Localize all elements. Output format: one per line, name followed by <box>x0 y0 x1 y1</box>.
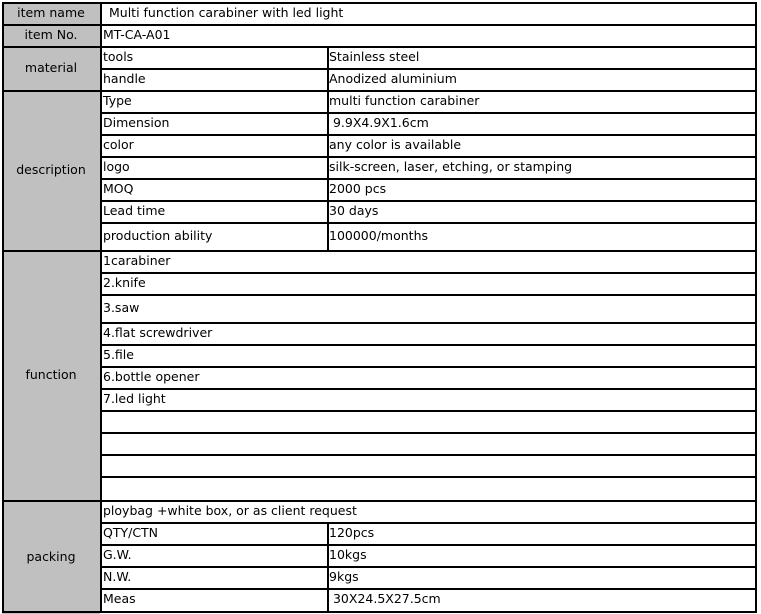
grid-line <box>101 134 757 136</box>
description-key-production-ability <box>102 222 327 250</box>
grid-line <box>2 250 757 252</box>
description-key-text: Type <box>103 92 132 108</box>
function-label: function <box>25 366 77 382</box>
item-name-text: Multi function carabiner with led light <box>109 4 344 20</box>
description-value-color <box>328 134 753 156</box>
packing-key-text: N.W. <box>103 568 132 584</box>
grid-line <box>101 544 757 546</box>
grid-line <box>101 522 757 524</box>
grid-line <box>2 2 757 4</box>
function-item-1 <box>102 250 752 272</box>
material-label: material <box>24 59 78 75</box>
grid-line <box>101 388 757 390</box>
function-item-5 <box>102 344 752 366</box>
packing-value-text: 120pcs <box>329 524 375 540</box>
grid-line <box>101 156 757 158</box>
description-key-text: color <box>103 136 134 152</box>
packing-value-text: 30X24.5X27.5cm <box>329 590 441 606</box>
grid-line <box>101 366 757 368</box>
grid-line <box>101 344 757 346</box>
description-key-text: MOQ <box>103 180 134 196</box>
grid-line <box>101 476 757 478</box>
packing-key-text: Meas <box>103 590 136 606</box>
function-item-text: 7.led light <box>103 390 166 406</box>
function-item-text: 2.knife <box>103 274 146 290</box>
grid-line <box>755 2 757 613</box>
description-value-production-ability <box>328 222 753 250</box>
item-name-label: item name <box>17 4 85 20</box>
packing-value-gw <box>328 544 753 566</box>
function-item-10 <box>102 454 752 476</box>
function-item-text: 1carabiner <box>103 252 171 268</box>
packing-value-nw <box>328 566 753 588</box>
material-key-text: handle <box>103 70 146 86</box>
grid-line <box>327 522 329 613</box>
description-key-logo <box>102 156 327 178</box>
grid-line <box>101 294 757 296</box>
function-item-9 <box>102 432 752 454</box>
grid-line <box>101 112 757 114</box>
description-key-type <box>102 90 327 112</box>
packing-note-text: ploybag +white box, or as client request <box>103 502 357 518</box>
function-item-3 <box>102 294 752 322</box>
grid-line <box>101 178 757 180</box>
packing-key-nw <box>102 566 327 588</box>
grid-line <box>101 68 757 70</box>
grid-line <box>101 410 757 412</box>
description-value-text: 100000/months <box>329 227 429 243</box>
function-item-8 <box>102 410 752 432</box>
grid-line <box>2 46 757 48</box>
grid-line <box>101 432 757 434</box>
grid-line <box>327 46 329 90</box>
function-item-text: 3.saw <box>103 299 140 315</box>
item-no-text: MT-CA-A01 <box>103 26 171 42</box>
function-item-6 <box>102 366 752 388</box>
grid-line <box>101 200 757 202</box>
function-item-4 <box>102 322 752 344</box>
material-key-tools <box>102 46 327 68</box>
description-value-text: any color is available <box>329 136 462 152</box>
description-header <box>2 90 100 250</box>
packing-key-text: QTY/CTN <box>103 524 159 540</box>
description-value-logo <box>328 156 753 178</box>
packing-value-meas <box>328 588 753 610</box>
packing-key-gw <box>102 544 327 566</box>
item-name-value <box>105 2 755 24</box>
grid-line <box>2 2 4 613</box>
function-item-text: 6.bottle opener <box>103 368 200 384</box>
material-key-handle <box>102 68 327 90</box>
description-value-dimension <box>328 112 753 134</box>
function-item-7 <box>102 388 752 410</box>
description-key-text: Dimension <box>103 114 170 130</box>
function-item-2 <box>102 272 752 294</box>
material-value-handle <box>328 68 753 90</box>
function-item-text: 4.flat screwdriver <box>103 324 213 340</box>
description-value-lead-time <box>328 200 753 222</box>
grid-line <box>2 90 757 92</box>
material-key-text: tools <box>103 48 134 64</box>
description-value-text: multi function carabiner <box>329 92 480 108</box>
packing-value-qty <box>328 522 753 544</box>
grid-line <box>2 611 757 613</box>
description-value-moq <box>328 178 753 200</box>
function-item-text: 5.file <box>103 346 134 362</box>
description-key-dimension <box>102 112 327 134</box>
item-no-value <box>102 24 752 46</box>
item-name-header <box>2 2 100 24</box>
grid-line <box>101 272 757 274</box>
grid-line <box>327 90 329 250</box>
description-value-text: 30 days <box>329 202 379 218</box>
packing-key-text: G.W. <box>103 546 132 562</box>
description-value-text: 9.9X4.9X1.6cm <box>329 114 429 130</box>
description-value-type <box>328 90 753 112</box>
material-header <box>2 46 100 90</box>
product-spec-sheet <box>2 2 757 614</box>
description-key-text: production ability <box>103 227 213 243</box>
packing-note <box>102 500 752 522</box>
description-label: description <box>16 161 86 177</box>
packing-label: packing <box>26 548 76 564</box>
description-key-text: Lead time <box>103 202 166 218</box>
description-value-text: 2000 pcs <box>329 180 387 196</box>
material-value-text: Stainless steel <box>329 48 420 64</box>
description-key-lead-time <box>102 200 327 222</box>
description-key-color <box>102 134 327 156</box>
description-value-text: silk-screen, laser, etching, or stamping <box>329 158 573 174</box>
grid-line <box>101 588 757 590</box>
description-key-text: logo <box>103 158 130 174</box>
material-value-text: Anodized aluminium <box>329 70 457 86</box>
grid-line <box>100 2 102 613</box>
function-header <box>2 250 100 500</box>
item-no-header <box>2 24 100 46</box>
packing-key-meas <box>102 588 327 610</box>
grid-line <box>101 566 757 568</box>
description-key-moq <box>102 178 327 200</box>
packing-key-qty <box>102 522 327 544</box>
material-value-tools <box>328 46 753 68</box>
grid-line <box>101 454 757 456</box>
grid-line <box>101 322 757 324</box>
grid-line <box>2 24 757 26</box>
packing-header <box>2 500 100 614</box>
packing-value-text: 10kgs <box>329 546 367 562</box>
grid-line <box>2 500 757 502</box>
grid-line <box>101 222 757 224</box>
item-no-label: item No. <box>24 26 78 42</box>
packing-value-text: 9kgs <box>329 568 359 584</box>
